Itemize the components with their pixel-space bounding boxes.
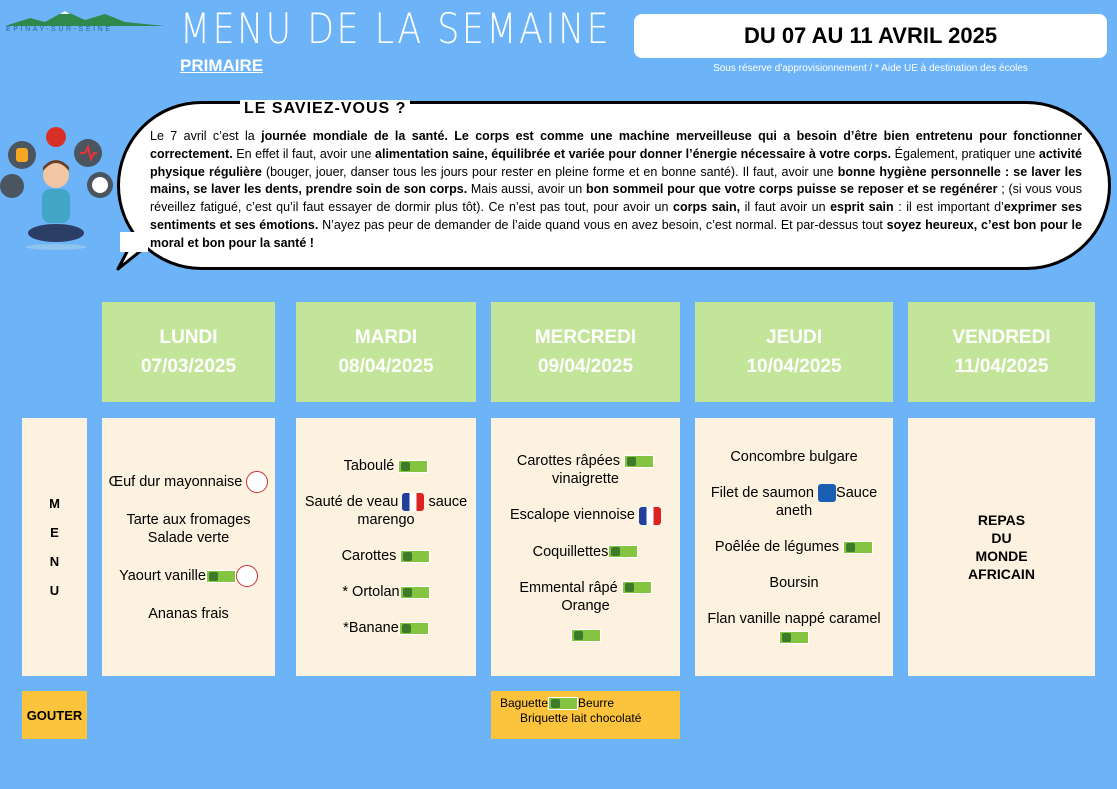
- supply-note: Sous réserve d'approvisionnement / * Aide UE à destination des écoles: [713, 63, 1028, 74]
- info-segment: bon sommeil pour que votre corps puisse se reposer et se regénérer: [585, 182, 998, 197]
- day-header-mercredi: MERCREDI 09/04/2025: [491, 302, 680, 402]
- day-header-mardi: MARDI 08/04/2025: [296, 302, 476, 402]
- dish: Filet de saumon Sauce aneth: [710, 484, 878, 520]
- viande-francaise-icon: [402, 493, 424, 511]
- bio-label-icon: [398, 460, 428, 473]
- dish: * Ortolan: [342, 583, 429, 601]
- menu-card-mercredi: [491, 418, 680, 676]
- dish: Carottes râpées vinaigrette: [517, 452, 654, 488]
- info-segment: Le 7 avril c’est la: [150, 129, 262, 143]
- day-header-jeudi: JEUDI 10/04/2025: [695, 302, 893, 402]
- page-subtitle: PRIMAIRE: [180, 56, 264, 75]
- msc-label-icon: [818, 484, 836, 502]
- dish: Œuf dur mayonnaise: [109, 471, 269, 493]
- day-header-lundi: LUNDI 07/03/2025: [102, 302, 275, 402]
- bio-label-icon: [548, 697, 578, 710]
- info-segment: exprimer ses sentiments et ses émotions.: [150, 200, 1083, 232]
- bio-label-icon: [624, 455, 654, 468]
- info-text: [150, 128, 1082, 253]
- menu-card-mardi: [296, 418, 476, 676]
- dish: Ananas frais: [148, 606, 229, 622]
- health-illustration: [0, 125, 118, 250]
- menu-card-jeudi: [695, 418, 893, 676]
- info-segment: corps sain,: [673, 200, 741, 215]
- dish: Boursin: [769, 575, 819, 592]
- bio-label-icon: [206, 570, 236, 583]
- city-logo: [5, 8, 165, 40]
- label-badge-icon: [236, 565, 258, 587]
- info-segment: bonne hygiène personnelle : se laver les mains, se laver les dents, prendre soin de son corps.: [150, 164, 1082, 197]
- menu-card-lundi: [102, 418, 275, 676]
- date-range: DU 07 AU 11 AVRIL 2025: [634, 14, 1107, 58]
- dish: Concombre bulgare: [730, 448, 858, 465]
- info-segment: journée mondiale de la santé. Le corps est comme une machine merveilleuse qui a besoin d’être bien entretenu pour fonctionner correctement.: [150, 129, 1083, 161]
- dish: Tarte aux fromages Salade verte: [126, 512, 251, 546]
- dish: Sauté de veau sauce marengo: [304, 493, 468, 529]
- dish: Yaourt vanille: [119, 565, 258, 587]
- bio-label-icon: [622, 581, 652, 594]
- dish: Poêlée de légumes: [715, 538, 873, 556]
- bio-label-icon: [608, 545, 638, 558]
- info-segment: Mais aussi, avoir un: [467, 182, 586, 197]
- info-segment: alimentation saine, équilibrée et variée pour donner l’énergie nécessaire à votre corps.: [375, 146, 892, 161]
- dish: *Banane: [343, 619, 429, 637]
- info-segment: : il est important d’: [893, 200, 1004, 215]
- dish: Emmental râpé Orange: [497, 579, 674, 642]
- bio-label-icon: [400, 586, 430, 599]
- info-segment: esprit sain: [830, 200, 894, 215]
- dish: Escalope viennoise: [510, 506, 661, 524]
- info-segment: soyez heureux, c’est bon pour le moral et bon pour la santé !: [150, 217, 1082, 250]
- info-title: LE SAVIEZ-VOUS ?: [240, 100, 410, 118]
- bio-label-icon: [779, 631, 809, 644]
- info-segment: il faut avoir un: [740, 200, 831, 215]
- bio-label-icon: [843, 541, 873, 554]
- page-title: MENU DE LA SEMAINE: [180, 4, 612, 53]
- info-segment: (bouger, jouer, danser tous les jours pour rester en pleine forme et en bonne santé). Il faut, avoir une: [261, 164, 838, 179]
- info-segment: N’ayez pas peur de demander de l’aide quand vous en avez besoin, c’est normal. Et par-dessus tout: [318, 217, 887, 232]
- gouter-label: GOUTER: [22, 691, 87, 739]
- dish: Flan vanille nappé caramel: [707, 610, 880, 646]
- info-segment: ; (si vous vous réveillez fatigué, c’est qu’il faut essayer de dormir plus tôt). Ce n’est pas tout, pour avoir un: [150, 182, 1082, 215]
- dish: Carottes: [342, 547, 431, 565]
- bio-label-icon: [400, 550, 430, 563]
- info-segment: En effet il faut, avoir une: [232, 146, 376, 161]
- dish: Coquillettes: [533, 543, 639, 561]
- bio-label-icon: [399, 622, 429, 635]
- logo-text: EPINAY-SUR-SEINE: [6, 26, 113, 33]
- gouter-mercredi: Baguette Beurre Briquette lait chocolaté: [491, 691, 680, 739]
- menu-label: M E N U: [22, 418, 87, 676]
- day-header-vendredi: VENDREDI 11/04/2025: [908, 302, 1095, 402]
- info-segment: Également, pratiquer une: [891, 146, 1039, 161]
- dish: Taboulé: [344, 457, 429, 475]
- bio-label-icon: [571, 629, 601, 642]
- menu-card-vendredi: REPAS DU MONDE AFRICAIN: [908, 418, 1095, 676]
- plein-air-badge-icon: [246, 471, 268, 493]
- info-segment: activité physique régulière: [150, 146, 1082, 179]
- viande-francaise-icon: [639, 507, 661, 525]
